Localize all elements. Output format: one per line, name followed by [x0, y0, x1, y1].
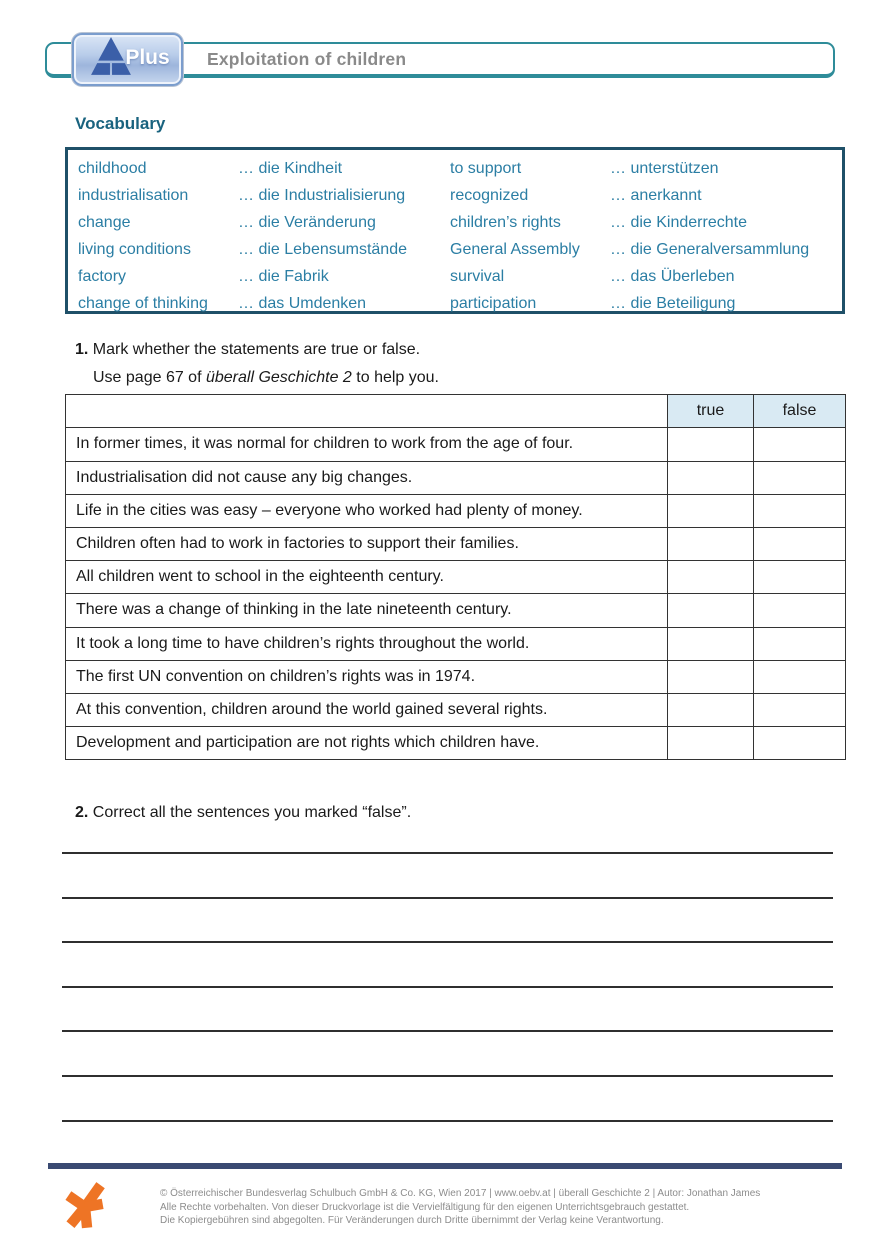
- table-row: [66, 561, 846, 594]
- vocab-translation: … die Kindheit: [238, 160, 343, 177]
- statement: It took a long time to have children’s rights throughout the world.: [66, 627, 668, 660]
- task1-hint-booktitle: überall Geschichte 2: [205, 369, 352, 386]
- vocab-row: [78, 236, 842, 263]
- vocab-row: [78, 182, 842, 209]
- table-row: [66, 428, 846, 461]
- task2-number: 2.: [75, 804, 89, 821]
- vocab-translation: … die Fabrik: [238, 268, 329, 285]
- false-checkbox-cell[interactable]: [754, 561, 846, 594]
- false-checkbox-cell[interactable]: [754, 594, 846, 627]
- statement: Development and participation are not rights which children have.: [66, 727, 668, 760]
- vocab-term: living conditions: [78, 241, 191, 258]
- true-checkbox-cell[interactable]: [668, 594, 754, 627]
- true-checkbox-cell[interactable]: [668, 494, 754, 527]
- plus-logo-label: Plus: [125, 45, 170, 69]
- table-row: [66, 693, 846, 726]
- table-row: [66, 494, 846, 527]
- statement: Industrialisation did not cause any big changes.: [66, 461, 668, 494]
- vocab-translation: … die Industrialisierung: [238, 187, 406, 204]
- vocab-row: [78, 263, 842, 290]
- false-checkbox-cell[interactable]: [754, 461, 846, 494]
- true-checkbox-cell[interactable]: [668, 627, 754, 660]
- vocab-translation: … die Veränderung: [238, 214, 376, 231]
- vocab-translation: … das Umdenken: [238, 295, 367, 312]
- table-row: [66, 594, 846, 627]
- vocab-translation: … das Überleben: [610, 268, 735, 285]
- true-checkbox-cell[interactable]: [668, 660, 754, 693]
- table-header-row: [66, 395, 846, 428]
- task2-instruction: [75, 804, 411, 822]
- statement: The first UN convention on children’s rights was in 1974.: [66, 660, 668, 693]
- false-checkbox-cell[interactable]: [754, 727, 846, 760]
- vocab-term: childhood: [78, 160, 147, 177]
- vocab-term: recognized: [450, 187, 529, 204]
- task1-instruction-text: Mark whether the statements are true or false.: [92, 341, 421, 358]
- statement: In former times, it was normal for children to work from the age of four.: [66, 428, 668, 461]
- table-row: [66, 627, 846, 660]
- vocab-row: [78, 290, 842, 317]
- vocab-term: change of thinking: [78, 295, 208, 312]
- vocab-term: survival: [450, 268, 505, 285]
- vocab-translation: … die Kinderrechte: [610, 214, 747, 231]
- table-row: [66, 660, 846, 693]
- vocab-term: participation: [450, 295, 537, 312]
- column-header-false: false: [754, 395, 846, 428]
- vocab-term: industrialisation: [78, 187, 189, 204]
- vocab-row: [78, 209, 842, 236]
- task1-number: 1.: [75, 341, 89, 358]
- true-checkbox-cell[interactable]: [668, 693, 754, 726]
- true-checkbox-cell[interactable]: [668, 727, 754, 760]
- false-checkbox-cell[interactable]: [754, 660, 846, 693]
- vocab-translation: … die Lebensumstände: [238, 241, 407, 258]
- footer-line-1: © Österreichischer Bundesverlag Schulbuch GmbH & Co. KG, Wien 2017 | www.oebv.at | überall Geschichte 2 | Autor: Jonathan James: [160, 1188, 761, 1199]
- answer-line[interactable]: [62, 1075, 833, 1077]
- vocab-translation: … anerkannt: [610, 187, 702, 204]
- true-checkbox-cell[interactable]: [668, 561, 754, 594]
- oebv-asterisk-icon: [62, 1180, 108, 1239]
- answer-line[interactable]: [62, 941, 833, 943]
- false-checkbox-cell[interactable]: [754, 627, 846, 660]
- vocab-translation: … die Generalversammlung: [610, 241, 810, 258]
- vocab-term: children’s rights: [450, 214, 561, 231]
- plus-logo: [72, 33, 183, 86]
- page-title: Exploitation of children: [207, 48, 407, 69]
- vocab-translation: … die Beteiligung: [610, 295, 736, 312]
- false-checkbox-cell[interactable]: [754, 428, 846, 461]
- statement: All children went to school in the eighteenth century.: [66, 561, 668, 594]
- false-checkbox-cell[interactable]: [754, 693, 846, 726]
- vocab-row: [78, 155, 842, 182]
- statement: There was a change of thinking in the late nineteenth century.: [66, 594, 668, 627]
- vocab-translation: … unterstützen: [610, 160, 719, 177]
- vocabulary-heading: Vocabulary: [75, 114, 166, 133]
- table-row: [66, 527, 846, 560]
- statement: Life in the cities was easy – everyone who worked had plenty of money.: [66, 494, 668, 527]
- table-row: [66, 727, 846, 760]
- footer-copyright: [160, 1187, 760, 1228]
- task1-hint-prefix: Use page 67 of: [93, 369, 206, 386]
- footer-divider: [48, 1163, 842, 1169]
- answer-line[interactable]: [62, 1030, 833, 1032]
- true-checkbox-cell[interactable]: [668, 461, 754, 494]
- answer-line[interactable]: [62, 852, 833, 854]
- table-header-spacer: [66, 395, 668, 428]
- table-row: [66, 461, 846, 494]
- true-checkbox-cell[interactable]: [668, 428, 754, 461]
- answer-line[interactable]: [62, 986, 833, 988]
- statement: At this convention, children around the world gained several rights.: [66, 693, 668, 726]
- answer-line[interactable]: [62, 1120, 833, 1122]
- task1-hint: [93, 369, 439, 387]
- footer-line-3: Die Kopiergebühren sind abgegolten. Für Veränderungen durch Dritte übernimmt der Verlag keine Verantwortung.: [160, 1215, 664, 1226]
- vocab-term: factory: [78, 268, 127, 285]
- task1-instruction: [75, 341, 420, 359]
- true-false-table: [65, 394, 846, 760]
- vocab-term: change: [78, 214, 131, 231]
- answer-line[interactable]: [62, 897, 833, 899]
- false-checkbox-cell[interactable]: [754, 527, 846, 560]
- vocab-term: to support: [450, 160, 522, 177]
- true-checkbox-cell[interactable]: [668, 527, 754, 560]
- footer-line-2: Alle Rechte vorbehalten. Von dieser Druckvorlage ist die Vervielfältigung für den eigenen Unterrichtsgebrauch gestattet.: [160, 1201, 690, 1213]
- false-checkbox-cell[interactable]: [754, 494, 846, 527]
- task1-hint-suffix: to help you.: [351, 369, 439, 386]
- task2-instruction-text: Correct all the sentences you marked “false”.: [92, 804, 412, 821]
- statement: Children often had to work in factories to support their families.: [66, 527, 668, 560]
- vocab-term: General Assembly: [450, 241, 580, 258]
- column-header-true: true: [668, 395, 754, 428]
- vocabulary-box: [65, 147, 845, 314]
